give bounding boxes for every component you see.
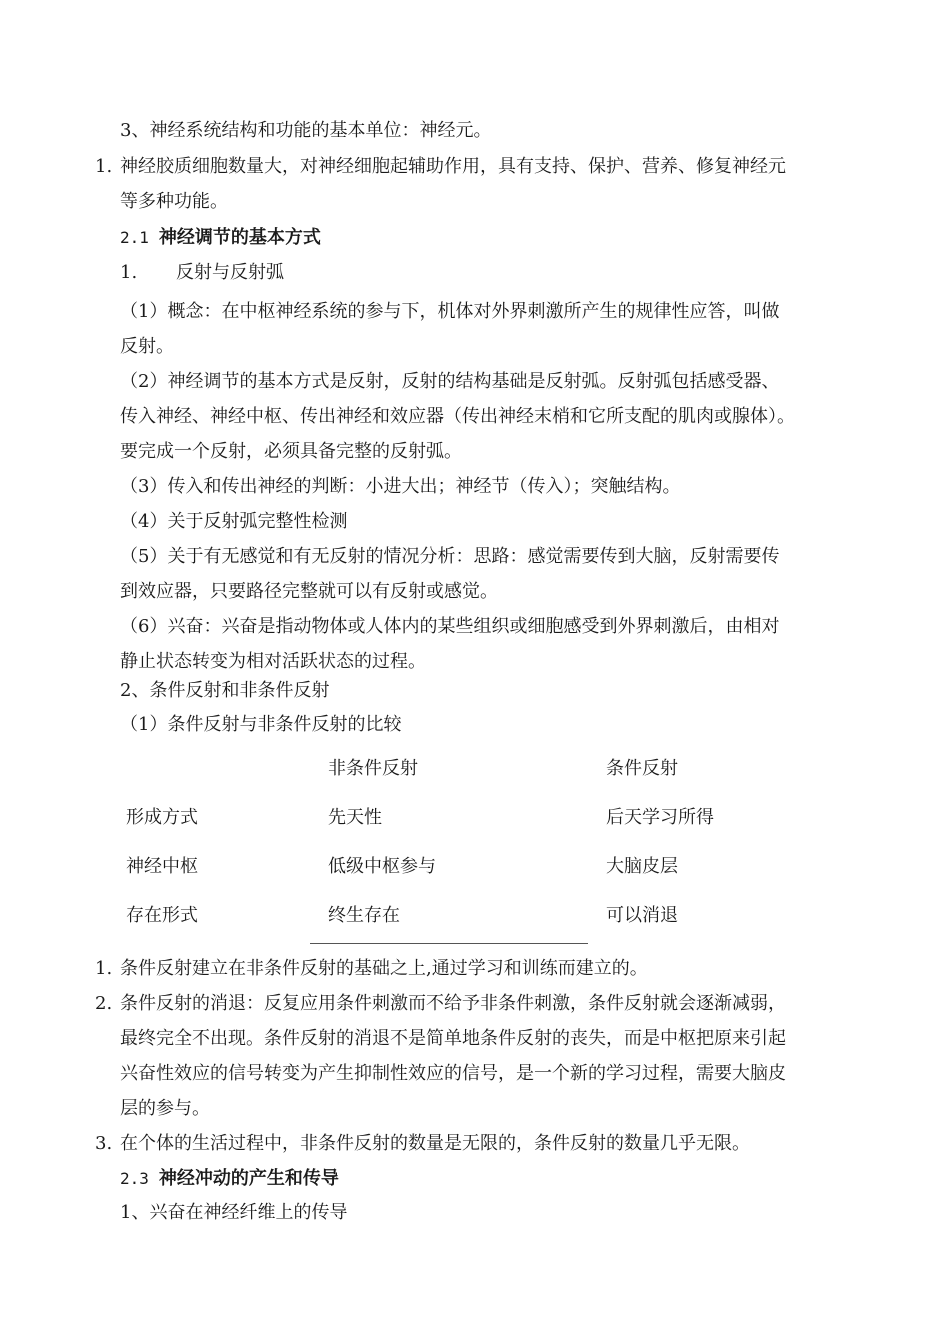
list-item-text-cont: 最终完全不出现。条件反射的消退不是简单地条件反射的丧失，而是中枢把原来引起 (120, 1028, 786, 1049)
list-marker: 3. (95, 1133, 113, 1154)
subsection-2-point-1: （1）条件反射与非条件反射的比较 (120, 714, 402, 735)
table-cell: 可以消退 (606, 905, 678, 926)
list-item-text-cont: 兴奋性效应的信号转变为产生抑制性效应的信号，是一个新的学习过程，需要大脑皮 (120, 1063, 786, 1084)
table-row-label: 存在形式 (126, 905, 198, 926)
list-item-text: 神经胶质细胞数量大，对神经细胞起辅助作用，具有支持、保护、营养、修复神经元 (120, 156, 786, 177)
table-cell: 低级中枢参与 (328, 856, 436, 877)
table-header-cell: 非条件反射 (328, 758, 418, 779)
subsection-3-title: 1、兴奋在神经纤维上的传导 (120, 1202, 348, 1223)
list-item-text: 在个体的生活过程中，非条件反射的数量是无限的，条件反射的数量几乎无限。 (120, 1133, 750, 1154)
intro-item-3: 3、神经系统结构和功能的基本单位：神经元。 (120, 120, 492, 141)
table-bottom-rule (310, 943, 588, 944)
point-6-line-2: 静止状态转变为相对活跃状态的过程。 (120, 651, 426, 672)
section-heading-2-3 (120, 1166, 339, 1192)
table-row-label: 神经中枢 (126, 856, 198, 877)
table-header-cell: 条件反射 (606, 758, 678, 779)
list-marker: 2. (95, 993, 113, 1014)
section-heading-2-1 (120, 225, 321, 251)
list-item-text-cont: 层的参与。 (120, 1098, 210, 1119)
table-cell: 后天学习所得 (606, 807, 714, 828)
subsection-2-title: 2、条件反射和非条件反射 (120, 680, 330, 701)
section-title: 神经调节的基本方式 (158, 227, 321, 248)
point-2-line-3: 要完成一个反射，必须具备完整的反射弧。 (120, 441, 462, 462)
list-item-text-cont: 等多种功能。 (120, 191, 228, 212)
point-3: （3）传入和传出神经的判断：小进大出；神经节（传入）；突触结构。 (120, 476, 681, 497)
list-item-text: 条件反射的消退：反复应用条件刺激而不给予非条件刺激，条件反射就会逐渐减弱， (120, 993, 786, 1014)
list-marker: 1. (95, 156, 113, 177)
subsection-marker: 1. (120, 262, 138, 283)
list-item-text: 条件反射建立在非条件反射的基础之上,通过学习和训练而建立的。 (120, 958, 648, 979)
point-6-line-1: （6）兴奋：兴奋是指动物体或人体内的某些组织或细胞感受到外界刺激后，由相对 (120, 616, 780, 637)
table-cell: 大脑皮层 (606, 856, 678, 877)
point-2-line-1: （2）神经调节的基本方式是反射，反射的结构基础是反射弧。反射弧包括感受器、 (120, 371, 780, 392)
table-cell: 终生存在 (328, 905, 400, 926)
section-number: 2.1 (120, 228, 149, 247)
point-1-line-2: 反射。 (120, 336, 174, 357)
table-cell: 先天性 (328, 807, 382, 828)
list-marker: 1. (95, 958, 113, 979)
table-row-label: 形成方式 (126, 807, 198, 828)
section-number: 2.3 (120, 1169, 149, 1188)
point-5-line-1: （5）关于有无感觉和有无反射的情况分析：思路：感觉需要传到大脑，反射需要传 (120, 546, 780, 567)
point-4: （4）关于反射弧完整性检测 (120, 511, 348, 532)
point-5-line-2: 到效应器，只要路径完整就可以有反射或感觉。 (120, 581, 498, 602)
point-2-line-2: 传入神经、神经中枢、传出神经和效应器（传出神经末梢和它所支配的肌肉或腺体）。 (120, 406, 795, 427)
point-1-line-1: （1）概念：在中枢神经系统的参与下，机体对外界刺激所产生的规律性应答，叫做 (120, 301, 780, 322)
section-title: 神经冲动的产生和传导 (158, 1168, 339, 1189)
subsection-title: 反射与反射弧 (176, 262, 284, 283)
